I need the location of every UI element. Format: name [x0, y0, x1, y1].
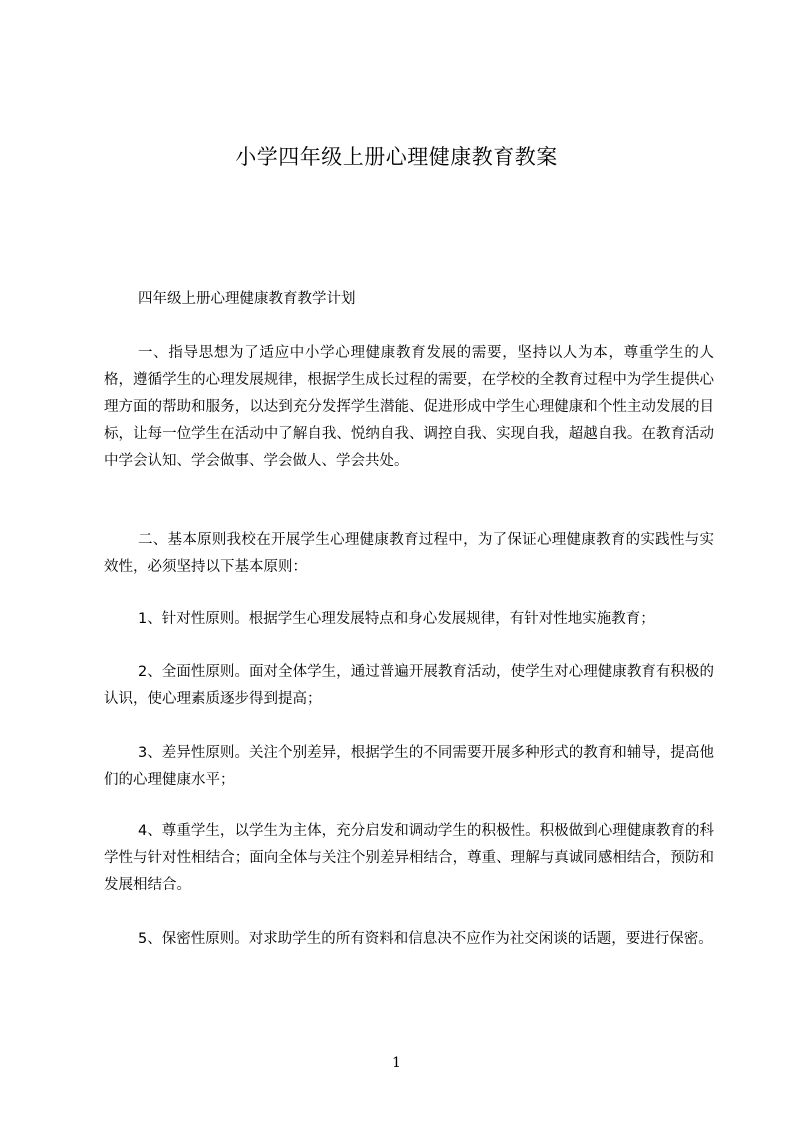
paragraph-principle-1: 1、针对性原则。根据学生心理发展特点和身心发展规律，有针对性地实施教育；	[138, 611, 655, 627]
document-subtitle: 四年级上册心理健康教育教学计划	[138, 291, 356, 307]
paragraph-guiding-ideology: 一、指导思想为了适应中小学心理健康教育发展的需要，坚持以人为本，尊重学生的人格，遵循学生的心理发展规律，根据学生成长过程的需要，在学校的全教育过程中为学生提供心理方面的帮助和服务，以达到充分发挥学生潜能、促进形成中学生心理健康和个性主动发展的目标，让每一位学生在活动中了解自我、悦纳自我、调控自我、实现自我，超越自我。在教育活动中学会认知、学会做事、学会做人、学会共处。	[104, 345, 714, 469]
document-title: 小学四年级上册心理健康教育教案	[235, 145, 558, 169]
paragraph-basic-principles: 二、基本原则我校在开展学生心理健康教育过程中，为了保证心理健康教育的实践性与实效性，必须坚持以下基本原则：	[104, 532, 714, 575]
paragraph-principle-3: 3、差异性原则。关注个别差异，根据学生的不同需要开展多种形式的教育和辅导，提高他们的心理健康水平；	[104, 745, 714, 788]
paragraph-principle-4: 4、尊重学生，以学生为主体，充分启发和调动学生的积极性。积极做到心理健康教育的科学性与针对性相结合；面向全体与关注个别差异相结合，尊重、理解与真诚同感相结合，预防和发展相结合。	[104, 823, 714, 893]
paragraph-principle-5: 5、保密性原则。对求助学生的所有资料和信息决不应作为社交闲谈的话题，要进行保密。	[138, 931, 713, 947]
page-number: 1	[392, 1055, 401, 1071]
paragraph-principle-2: 2、全面性原则。面对全体学生，通过普遍开展教育活动，使学生对心理健康教育有积极的认识，使心理素质逐步得到提高；	[104, 664, 714, 707]
